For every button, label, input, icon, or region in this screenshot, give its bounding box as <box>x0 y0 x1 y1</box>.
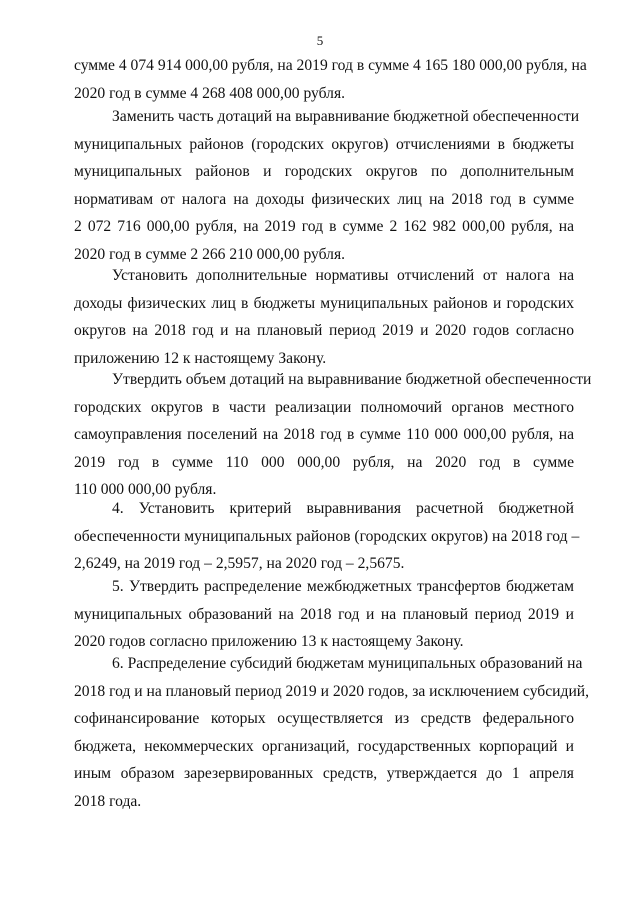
text-line: 2018 год и на плановый период 2019 и 2020 годов, за исключением субсидий, <box>74 682 590 700</box>
text-line: 5. Утвердить распределение межбюджетных трансфертов бюджетам <box>112 578 574 595</box>
text-line: 2018 года. <box>74 792 142 810</box>
paragraph-item-4 <box>74 495 580 578</box>
text-line: 2 072 716 000,00 рубля, на 2019 год в сумме 2 162 982 000,00 рубля, на <box>74 218 574 236</box>
page-number: 5 <box>316 33 324 48</box>
text-line: 4. Установить критерий выравнивания расчетной бюджетной <box>112 500 574 517</box>
paragraph-replace-subsidies <box>74 103 580 269</box>
text-line: 2019 год в сумме 110 000 000,00 рубля, на 2020 год в сумме <box>74 453 574 471</box>
text-line: 2020 годов согласно приложению 13 к настоящему Закону. <box>74 633 464 651</box>
text-line: 2,6249, на 2019 год – 2,5957, на 2020 год – 2,5675. <box>74 555 405 573</box>
text-line: Утвердить объем дотаций на выравнивание бюджетной обеспеченности <box>112 371 592 388</box>
text-line: 2020 год в сумме 2 266 210 000,00 рубля. <box>74 245 346 263</box>
text-line: обеспеченности муниципальных районов (городских округов) на 2018 год – <box>74 527 580 545</box>
paragraph-item-5 <box>74 573 574 656</box>
text-line: бюджета, некоммерческих организаций, государственных корпораций и <box>74 737 574 755</box>
text-line: городских округов в части реализации полномочий органов местного <box>74 398 574 416</box>
paragraph-approve-subsidies <box>74 366 592 504</box>
text-line: муниципальных районов и городских округов по дополнительным <box>74 163 574 181</box>
text-line: сумме 4 074 914 000,00 рубля, на 2019 год в сумме 4 165 180 000,00 рубля, на <box>74 57 587 74</box>
text-line: Заменить часть дотаций на выравнивание бюджетной обеспеченности <box>112 108 580 125</box>
text-line: 110 000 000,00 рубля. <box>74 481 217 499</box>
text-line: муниципальных районов (городских округов) отчислениями в бюджеты <box>74 135 574 153</box>
text-line: Установить дополнительные нормативы отчислений от налога на <box>112 267 574 284</box>
text-line: доходы физических лиц в бюджеты муниципальных районов и городских <box>74 294 574 312</box>
text-line: 6. Распределение субсидий бюджетам муниципальных образований на <box>112 655 583 672</box>
text-line: округов на 2018 год и на плановый период 2019 и 2020 годов согласно <box>74 322 574 340</box>
text-line: софинансирование которых осуществляется из средств федерального <box>74 710 574 728</box>
text-line: самоуправления поселений на 2018 год в сумме 110 000 000,00 рубля, на <box>74 426 574 444</box>
text-line: иным образом зарезервированных средств, утверждается до 1 апреля <box>74 765 574 783</box>
paragraph-continuation <box>74 52 587 107</box>
text-line: муниципальных образований на 2018 год и на плановый период 2019 и <box>74 605 574 623</box>
text-line: 2020 год в сумме 4 268 408 000,00 рубля. <box>74 84 346 102</box>
paragraph-additional-standards <box>74 262 574 372</box>
text-line: приложению 12 к настоящему Закону. <box>74 349 327 367</box>
paragraph-item-6 <box>74 650 590 816</box>
text-line: нормативам от налога на доходы физических лиц на 2018 год в сумме <box>74 190 574 208</box>
